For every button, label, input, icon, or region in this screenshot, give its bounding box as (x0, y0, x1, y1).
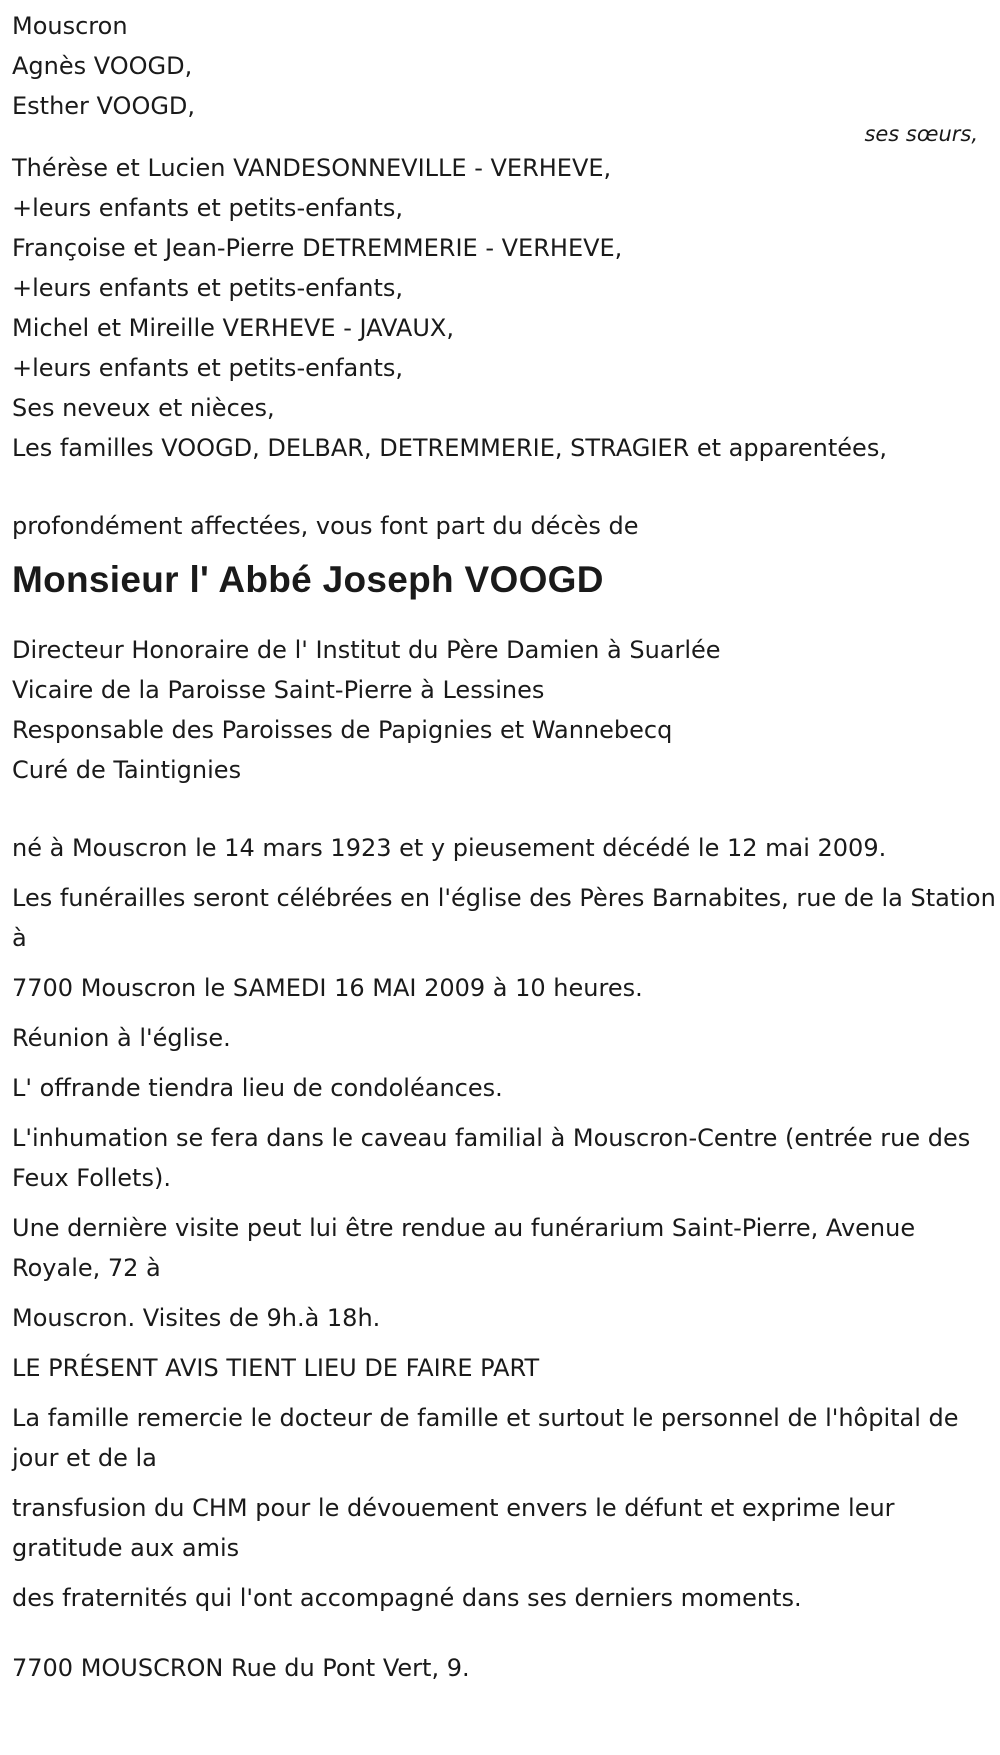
header-line-city: Mouscron (12, 12, 128, 40)
address-line: 7700 MOUSCRON Rue du Pont Vert, 9. (12, 1654, 470, 1682)
family-line: +leurs enfants et petits-enfants, (12, 194, 403, 222)
title-line: Vicaire de la Paroisse Saint-Pierre à Lessines (12, 676, 545, 704)
titles-block (12, 630, 988, 790)
header-line-sister-1: Agnès VOOGD, (12, 52, 193, 80)
details-block (12, 828, 996, 1618)
family-line: Thérèse et Lucien VANDESONNEVILLE - VERHEVE, (12, 154, 612, 182)
detail-paragraph: L' offrande tiendra lieu de condoléances. (12, 1074, 503, 1102)
family-line: Ses neveux et nièces, (12, 394, 275, 422)
announcement-text: profondément affectées, vous font part du décès de (12, 512, 639, 540)
detail-paragraph: Une dernière visite peut lui être rendue au funérarium Saint-Pierre, Avenue Royale, 72 à (12, 1214, 916, 1282)
detail-paragraph: transfusion du CHM pour le dévouement envers le défunt et exprime leur gratitude aux amis (12, 1494, 895, 1562)
spacer (12, 468, 988, 506)
header-block (12, 6, 988, 148)
family-block (12, 148, 988, 468)
detail-paragraph: Mouscron. Visites de 9h.à 18h. (12, 1304, 381, 1332)
detail-paragraph: L'inhumation se fera dans le caveau familial à Mouscron-Centre (entrée rue des Feux Follets). (12, 1124, 971, 1192)
detail-paragraph: des fraternités qui l'ont accompagné dans ses derniers moments. (12, 1584, 802, 1612)
detail-paragraph: né à Mouscron le 14 mars 1923 et y pieusement décédé le 12 mai 2009. (12, 834, 887, 862)
detail-paragraph: Les funérailles seront célébrées en l'église des Pères Barnabites, rue de la Station à (12, 884, 996, 952)
family-line: +leurs enfants et petits-enfants, (12, 354, 403, 382)
family-line: Les familles VOOGD, DELBAR, DETREMMERIE, STRAGIER et apparentées, (12, 434, 887, 462)
family-line: Michel et Mireille VERHEVE - JAVAUX, (12, 314, 454, 342)
sisters-label: ses sœurs, (864, 122, 978, 146)
family-line: +leurs enfants et petits-enfants, (12, 274, 403, 302)
title-line: Curé de Taintignies (12, 756, 242, 784)
detail-paragraph: 7700 Mouscron le SAMEDI 16 MAI 2009 à 10 heures. (12, 974, 643, 1002)
detail-paragraph: Réunion à l'église. (12, 1024, 231, 1052)
spacer (12, 1628, 988, 1648)
detail-paragraph: LE PRÉSENT AVIS TIENT LIEU DE FAIRE PART (12, 1354, 540, 1382)
spacer (12, 790, 988, 828)
family-line: Françoise et Jean-Pierre DETREMMERIE - VERHEVE, (12, 234, 623, 262)
detail-paragraph: La famille remercie le docteur de famille et surtout le personnel de l'hôpital de jour et de la (12, 1404, 959, 1472)
header-line-sister-2: Esther VOOGD, (12, 92, 196, 120)
deceased-name: Monsieur l' Abbé Joseph VOOGD (12, 559, 604, 600)
title-line: Directeur Honoraire de l' Institut du Père Damien à Suarlée (12, 636, 721, 664)
title-line: Responsable des Paroisses de Papignies et Wannebecq (12, 716, 673, 744)
